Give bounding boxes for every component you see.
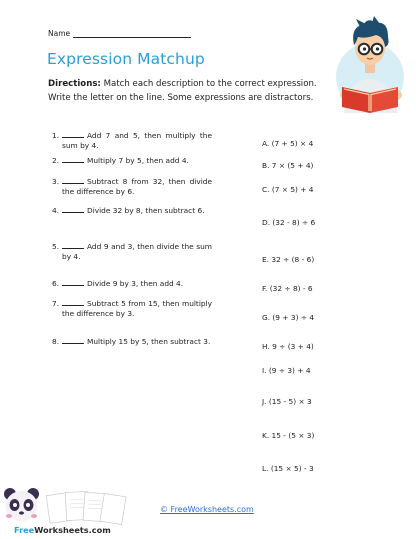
question-item: [52, 131, 212, 152]
answer-blank[interactable]: [62, 279, 84, 286]
question-text: Subtract 8 from 32, then divide the difference by 6.: [62, 177, 212, 197]
question-item: [52, 156, 212, 166]
question-item: [52, 299, 212, 320]
question-text: Multiply 7 by 5, then add 4.: [87, 156, 189, 165]
answer-choice: C. (7 × 5) + 4: [262, 185, 314, 194]
question-number: 1.: [52, 131, 60, 140]
answer-choice: J. (15 - 5) × 3: [262, 397, 312, 406]
question-item: [52, 279, 212, 289]
answer-blank[interactable]: [62, 177, 84, 184]
reader-illustration: [328, 15, 406, 113]
question-number: 6.: [52, 279, 60, 288]
question-text: Subtract 5 from 15, then multiply the difference by 3.: [62, 299, 212, 319]
name-field[interactable]: [48, 29, 191, 38]
question-text: Multiply 15 by 5, then subtract 3.: [87, 337, 211, 346]
question-number: 4.: [52, 206, 60, 215]
answer-blank[interactable]: [62, 156, 84, 163]
name-label: Name: [48, 29, 71, 38]
directions-lead: Directions:: [48, 79, 101, 89]
answer-blank[interactable]: [62, 242, 84, 249]
directions-text: Match each description to the correct expression. Write the letter on the line. Some expressions are distractors.: [48, 79, 317, 103]
answer-blank[interactable]: [62, 131, 84, 138]
logo-rest-text: Worksheets.com: [34, 525, 111, 535]
question-number: 2.: [52, 156, 60, 165]
answer-choice: B. 7 × (5 + 4): [262, 161, 314, 170]
question-number: 7.: [52, 299, 60, 308]
answer-choice: D. (32 - 8) ÷ 6: [262, 218, 316, 227]
question-item: [52, 206, 212, 216]
question-item: [52, 337, 212, 347]
name-line[interactable]: [73, 30, 191, 38]
worksheet-title: Expression Matchup: [47, 50, 205, 68]
answer-choice: F. (32 ÷ 8) - 6: [262, 284, 313, 293]
question-text: Add 9 and 3, then divide the sum by 4.: [62, 242, 212, 262]
answer-choice: K. 15 - (5 × 3): [262, 431, 315, 440]
answer-choice: A. (7 + 5) × 4: [262, 139, 314, 148]
question-number: 3.: [52, 177, 60, 186]
footer-link[interactable]: © FreeWorksheets.com: [160, 505, 254, 514]
logo-wordmark: [14, 525, 111, 535]
answer-choice: H. 9 ÷ (3 + 4): [262, 342, 314, 351]
question-item: [52, 242, 212, 263]
answer-choice: I. (9 ÷ 3) + 4: [262, 366, 311, 375]
question-text: Add 7 and 5, then multiply the sum by 4.: [62, 131, 212, 151]
question-number: 5.: [52, 242, 60, 251]
answer-blank[interactable]: [62, 299, 84, 306]
question-number: 8.: [52, 337, 60, 346]
logo-free-text: Free: [14, 525, 35, 535]
answer-choice: G. (9 + 3) ÷ 4: [262, 313, 315, 322]
answer-blank[interactable]: [62, 206, 84, 213]
question-text: Divide 9 by 3, then add 4.: [87, 279, 184, 288]
directions: [48, 78, 338, 105]
answer-blank[interactable]: [62, 337, 84, 344]
question-text: Divide 32 by 8, then subtract 6.: [87, 206, 205, 215]
answer-choice: L. (15 × 5) - 3: [262, 464, 314, 473]
answer-choice: E. 32 ÷ (8 - 6): [262, 255, 315, 264]
question-item: [52, 177, 212, 198]
